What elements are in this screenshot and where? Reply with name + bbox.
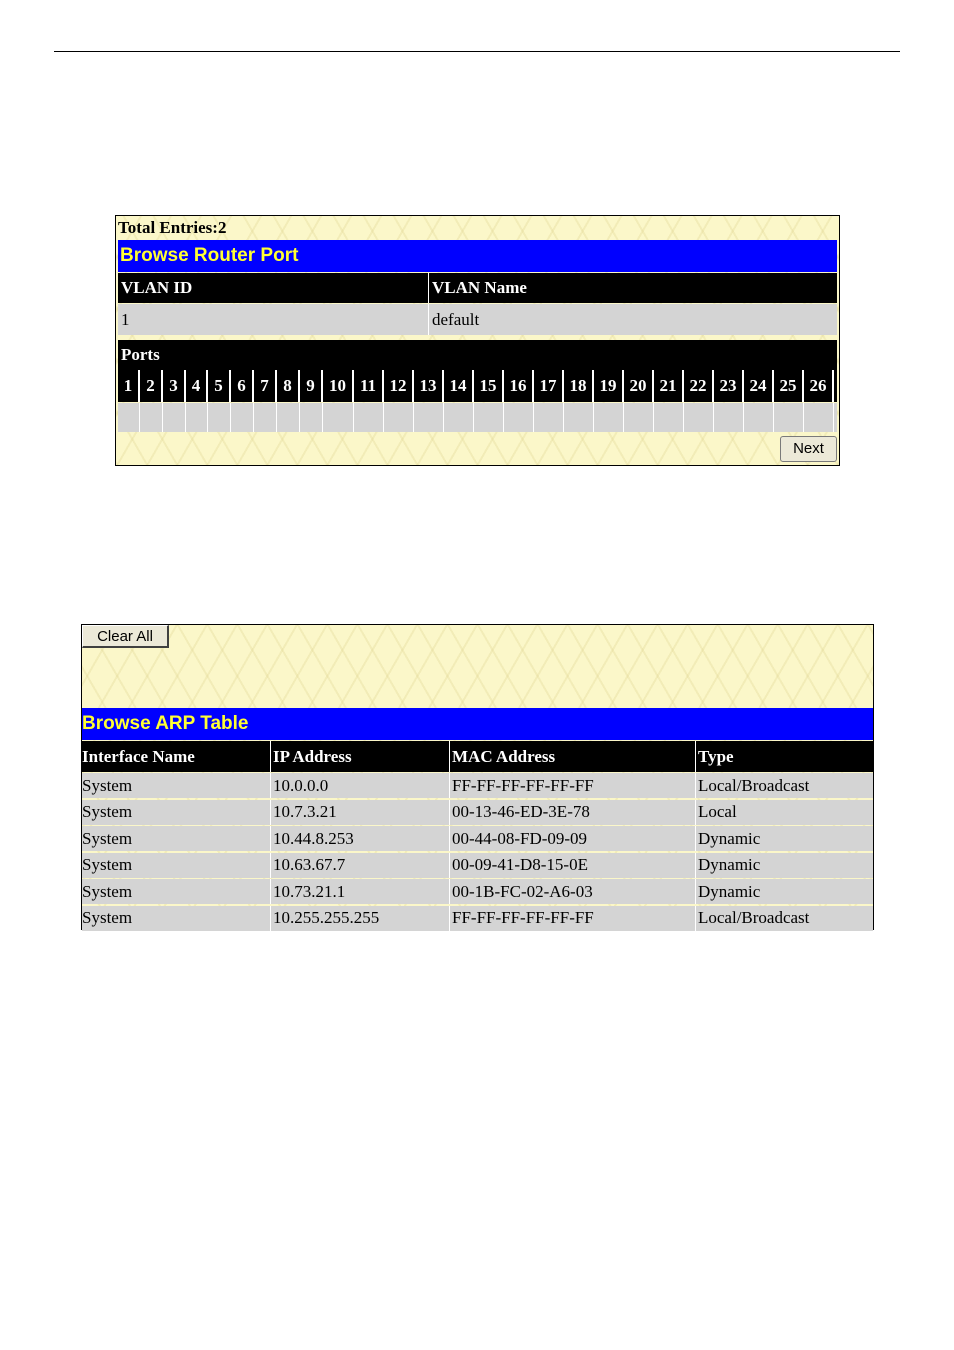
mac-address-cell: 00-1B-FC-02-A6-03 [449, 879, 695, 904]
port-value-cell [684, 403, 714, 432]
type-cell: Dynamic [695, 826, 873, 851]
port-number-header: 3 [163, 370, 186, 402]
port-number-header: 26 [804, 370, 834, 402]
type-cell: Local/Broadcast [695, 773, 873, 798]
vlan-id-header: VLAN ID [121, 278, 193, 297]
table-row [82, 879, 873, 904]
port-value-cell [300, 403, 323, 432]
port-number-header: 12 [384, 370, 414, 402]
port-value-cell [118, 403, 140, 432]
ip-address-cell: 10.0.0.0 [270, 773, 449, 798]
vlan-id-value: 1 [121, 309, 130, 329]
arp-table-panel [81, 624, 874, 930]
port-number-header: 14 [444, 370, 474, 402]
port-value-cell [444, 403, 474, 432]
router-port-title: Browse Router Port [118, 240, 837, 272]
port-value-row [118, 403, 837, 432]
ip-address-cell: 10.44.8.253 [270, 826, 449, 851]
port-number-header: 15 [474, 370, 504, 402]
port-number-header: 2 [140, 370, 163, 402]
port-number-header: 6 [231, 370, 254, 402]
port-value-cell [414, 403, 444, 432]
interface-name-cell: System [82, 855, 133, 874]
interface-name-cell: System [82, 881, 133, 901]
vlan-name-header: VLAN Name [428, 273, 837, 303]
ip-address-cell: 10.73.21.1 [270, 879, 449, 904]
type-cell: Local [695, 800, 873, 825]
clear-all-button[interactable]: Clear All [82, 625, 169, 648]
mac-address-cell: 00-13-46-ED-3E-78 [449, 800, 695, 825]
ip-address-cell: 10.63.67.7 [270, 853, 449, 878]
port-number-header: 20 [624, 370, 654, 402]
table-row [82, 906, 873, 931]
type-cell: Dynamic [695, 879, 873, 904]
ip-address-header: IP Address [270, 741, 449, 772]
port-number-header: 11 [354, 370, 384, 402]
port-value-cell [504, 403, 534, 432]
mac-address-cell: 00-44-08-FD-09-09 [449, 826, 695, 851]
port-value-cell [714, 403, 744, 432]
port-number-header: 8 [277, 370, 300, 402]
mac-address-cell: FF-FF-FF-FF-FF-FF [449, 906, 695, 931]
interface-name-cell: System [82, 908, 133, 927]
mac-address-cell: FF-FF-FF-FF-FF-FF [449, 773, 695, 798]
port-number-header: 17 [534, 370, 564, 402]
port-value-cell [804, 403, 834, 432]
port-value-cell [384, 403, 414, 432]
port-number-header: 18 [564, 370, 594, 402]
port-value-cell [534, 403, 564, 432]
type-header: Type [695, 741, 873, 772]
port-number-header: 25 [774, 370, 804, 402]
port-number-header: 9 [300, 370, 323, 402]
port-value-cell [654, 403, 684, 432]
port-value-cell [254, 403, 277, 432]
ip-address-cell: 10.7.3.21 [270, 800, 449, 825]
port-value-cell [354, 403, 384, 432]
page-top-rule [54, 51, 900, 52]
table-row [82, 826, 873, 851]
port-number-header: 13 [414, 370, 444, 402]
port-number-header: 24 [744, 370, 774, 402]
interface-name-cell: System [82, 828, 133, 848]
ip-address-cell: 10.255.255.255 [270, 906, 449, 931]
port-value-cell [744, 403, 774, 432]
port-value-cell [474, 403, 504, 432]
interface-name-header: Interface Name [82, 746, 195, 766]
interface-name-cell: System [82, 775, 133, 795]
port-value-cell [186, 403, 208, 432]
next-button[interactable]: Next [780, 436, 837, 462]
port-number-header: 1 [118, 370, 140, 402]
mac-address-header: MAC Address [449, 741, 695, 772]
ports-header-row [118, 340, 837, 370]
total-entries: Total Entries:2 [118, 218, 227, 237]
vlan-header-row [118, 273, 837, 303]
router-port-panel [115, 215, 840, 466]
port-value-cell [208, 403, 231, 432]
port-value-cell [277, 403, 300, 432]
arp-table-title: Browse ARP Table [82, 708, 873, 740]
port-number-header: 10 [323, 370, 354, 402]
port-number-row [118, 370, 837, 402]
type-cell: Local/Broadcast [695, 906, 873, 931]
arp-header-row [82, 741, 873, 772]
port-number-header: 19 [594, 370, 624, 402]
vlan-row [118, 304, 837, 335]
port-number-header: 4 [186, 370, 208, 402]
table-row [82, 800, 873, 825]
type-cell: Dynamic [695, 853, 873, 878]
port-number-header: 22 [684, 370, 714, 402]
port-value-cell [564, 403, 594, 432]
vlan-name-value: default [428, 304, 837, 335]
port-value-cell [774, 403, 804, 432]
table-row [82, 773, 873, 798]
port-number-header: 5 [208, 370, 231, 402]
table-row [82, 853, 873, 878]
port-value-cell [231, 403, 254, 432]
port-value-cell [323, 403, 354, 432]
port-number-header: 21 [654, 370, 684, 402]
mac-address-cell: 00-09-41-D8-15-0E [449, 853, 695, 878]
interface-name-cell: System [82, 802, 133, 821]
ports-label: Ports [121, 345, 160, 364]
port-number-header: 16 [504, 370, 534, 402]
port-number-header: 7 [254, 370, 277, 402]
port-value-cell [163, 403, 186, 432]
port-value-cell [594, 403, 624, 432]
port-value-cell [624, 403, 654, 432]
port-value-cell [140, 403, 163, 432]
port-number-header: 23 [714, 370, 744, 402]
